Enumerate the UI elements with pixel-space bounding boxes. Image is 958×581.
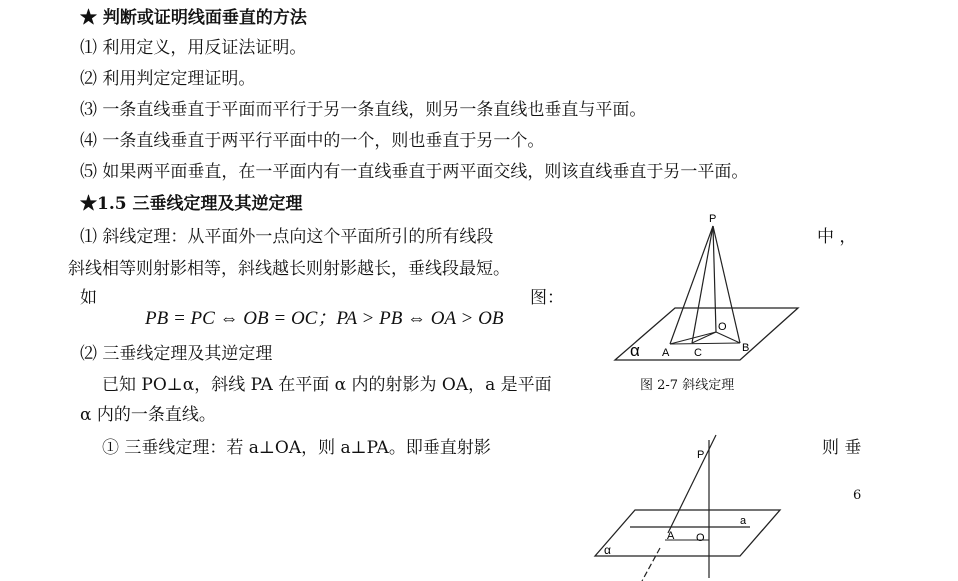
paragraph-theorem-statement: ① 三垂线定理：若 a⊥OA，则 a⊥PA。即垂直射影 — [102, 438, 491, 458]
label-A: A — [662, 347, 670, 359]
paragraph-given-line1: 已知 PO⊥α，斜线 PA 在平面 α 内的射影为 OA，a 是平面 — [102, 375, 552, 395]
segment-AB — [670, 343, 740, 344]
label-alpha-2: α — [604, 543, 611, 557]
paragraph-theorem-statement-end: 则 垂 — [822, 438, 862, 458]
segment-PC — [692, 226, 713, 343]
method-item-2: ⑵ 利用判定定理证明。 — [80, 69, 256, 89]
paragraph-oblique-theorem-line1-end: 中 ， — [817, 227, 857, 247]
section-heading-methods: ★ 判断或证明线面垂直的方法 — [80, 8, 307, 28]
label-B: B — [742, 342, 750, 354]
method-item-5: ⑸ 如果两平面垂直，在一平面内有一直线垂直于两平面交线，则该直线垂直于另一平面。 — [80, 162, 749, 182]
paragraph-oblique-theorem-line2: 斜线相等则射影相等，斜线越长则射影越长，垂线段最短。 — [68, 259, 510, 279]
label-A-2: A — [667, 530, 675, 542]
paragraph-three-perpendiculars-title: ⑵ 三垂线定理及其逆定理 — [80, 344, 273, 364]
formula-oblique-theorem: PB = PC ⇔ OB = OC；PA > PB ⇔ OA > OB — [145, 308, 504, 329]
paragraph-oblique-theorem-line3-end: 图： — [530, 288, 564, 308]
method-item-1: ⑴ 利用定义，用反证法证明。 — [80, 38, 307, 58]
plane-alpha-2 — [595, 510, 780, 556]
oblique-PA-lower — [642, 548, 660, 581]
segment-OB — [716, 332, 740, 343]
paragraph-oblique-theorem-line3-start: 如 — [80, 288, 97, 308]
label-alpha: α — [630, 341, 640, 360]
segment-PO — [713, 226, 716, 332]
paragraph-given-line2: α 内的一条直线。 — [80, 405, 216, 425]
label-C: C — [694, 347, 702, 359]
paragraph-oblique-theorem-line1: ⑴ 斜线定理：从平面外一点向这个平面所引的所有线段 — [80, 227, 494, 247]
page-number: 6 — [853, 488, 862, 503]
label-O: O — [718, 321, 727, 333]
section-heading-three-perpendiculars: ★1.5 三垂线定理及其逆定理 — [80, 194, 303, 214]
label-P: P — [709, 213, 717, 225]
figure-three-perpendiculars — [590, 430, 790, 581]
label-a: a — [740, 515, 747, 527]
figure-oblique-theorem — [600, 210, 810, 380]
method-item-3: ⑶ 一条直线垂直于平面而平行于另一条直线，则另一条直线也垂直与平面。 — [80, 100, 647, 120]
figure-caption: 图 2-7 斜线定理 — [640, 378, 735, 393]
method-item-4: ⑷ 一条直线垂直于两平行平面中的一个，则也垂直于另一个。 — [80, 131, 545, 151]
label-O-2: O — [696, 532, 705, 544]
segment-PA — [670, 226, 713, 344]
label-P-2: P — [697, 449, 705, 461]
